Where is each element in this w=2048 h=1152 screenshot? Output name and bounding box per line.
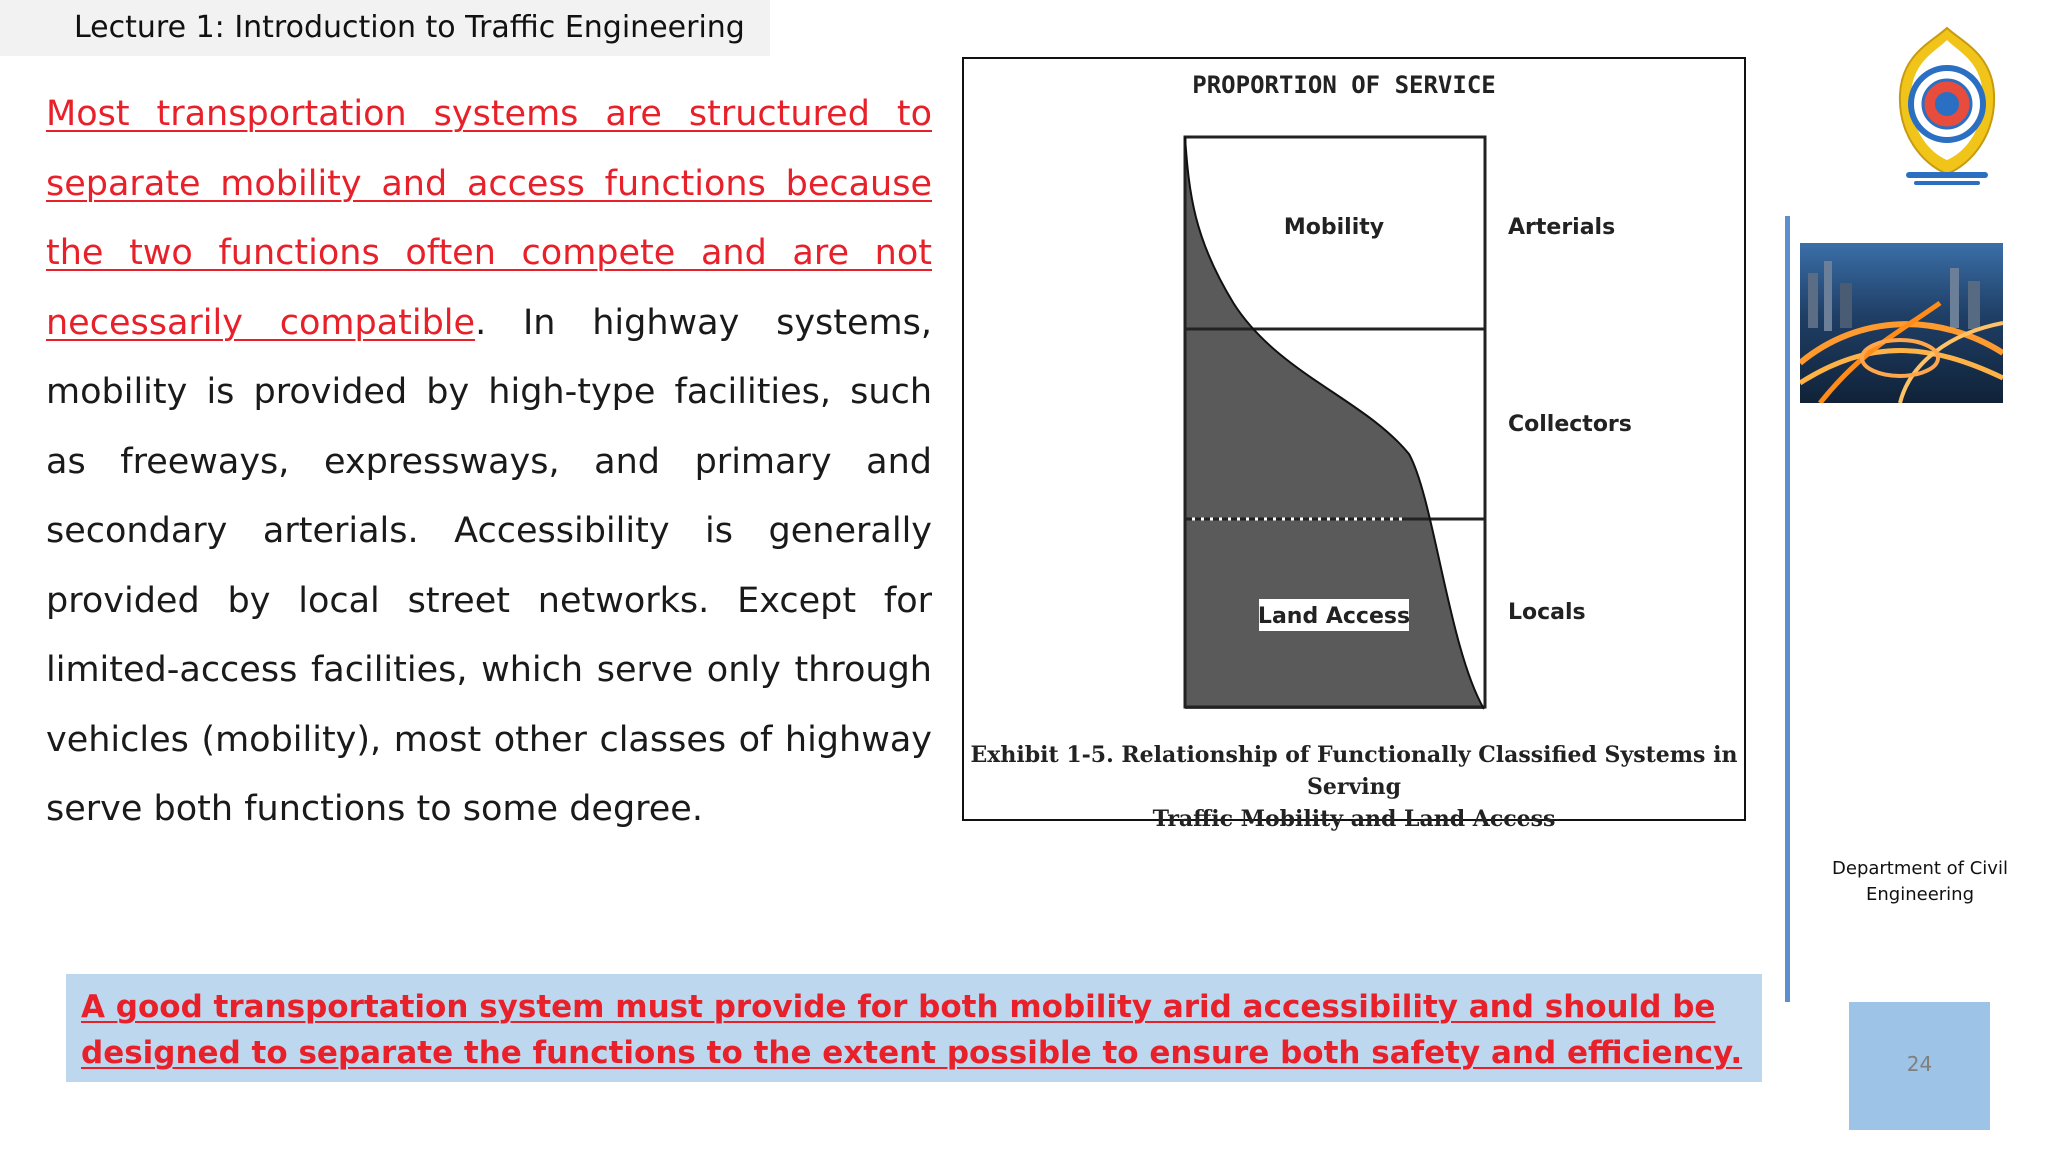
figure-caption-line1: Exhibit 1-5. Relationship of Functionally Classified Systems in Serving bbox=[970, 742, 1738, 800]
label-land-access: Land Access bbox=[1257, 604, 1411, 629]
slide-title-bar bbox=[0, 0, 770, 56]
proportion-diagram bbox=[964, 59, 1744, 819]
label-arterials: Arterials bbox=[1508, 215, 1616, 240]
highlighted-statement: Most transportation systems are structured to separate mobility and access functions because the two functions often compete and are not necessarily compatible bbox=[46, 94, 932, 343]
body-paragraph bbox=[46, 80, 932, 845]
figure-caption-line2: Traffic Mobility and Land Access bbox=[1152, 806, 1556, 832]
label-locals: Locals bbox=[1508, 600, 1586, 625]
key-point-text: A good transportation system must provide for both mobility arid accessibility and should be designed to separate the functions to the extent possible to ensure both safety and efficiency. bbox=[81, 989, 1743, 1071]
label-mobility: Mobility bbox=[1283, 215, 1385, 240]
label-collectors: Collectors bbox=[1508, 412, 1632, 437]
figure-proportion-of-service bbox=[962, 57, 1746, 832]
page-number: 24 bbox=[1906, 1052, 1933, 1076]
key-point-callout bbox=[66, 974, 1762, 1082]
diagram-heading: PROPORTION OF SERVICE bbox=[1192, 71, 1496, 99]
body-rest: . In highway systems, mobility is provided by high-type facilities, such as freeways, expressways, and primary and secondary arterials. Accessibility is generally provided by local street networks. Except for limited-access facilities, which serve only through vehicles (mobility), most other classes of highway serve both functions to some degree. bbox=[46, 302, 932, 829]
sidebar-divider-line bbox=[1785, 216, 1790, 1002]
city-interchange-photo bbox=[1800, 243, 2003, 403]
university-logo bbox=[1892, 24, 2002, 188]
page-number-box bbox=[1849, 1002, 1990, 1130]
slide-title: Lecture 1: Introduction to Traffic Engineering bbox=[74, 10, 745, 45]
figure-caption bbox=[964, 739, 1744, 835]
department-label: Department of Civil Engineering bbox=[1832, 858, 2008, 905]
